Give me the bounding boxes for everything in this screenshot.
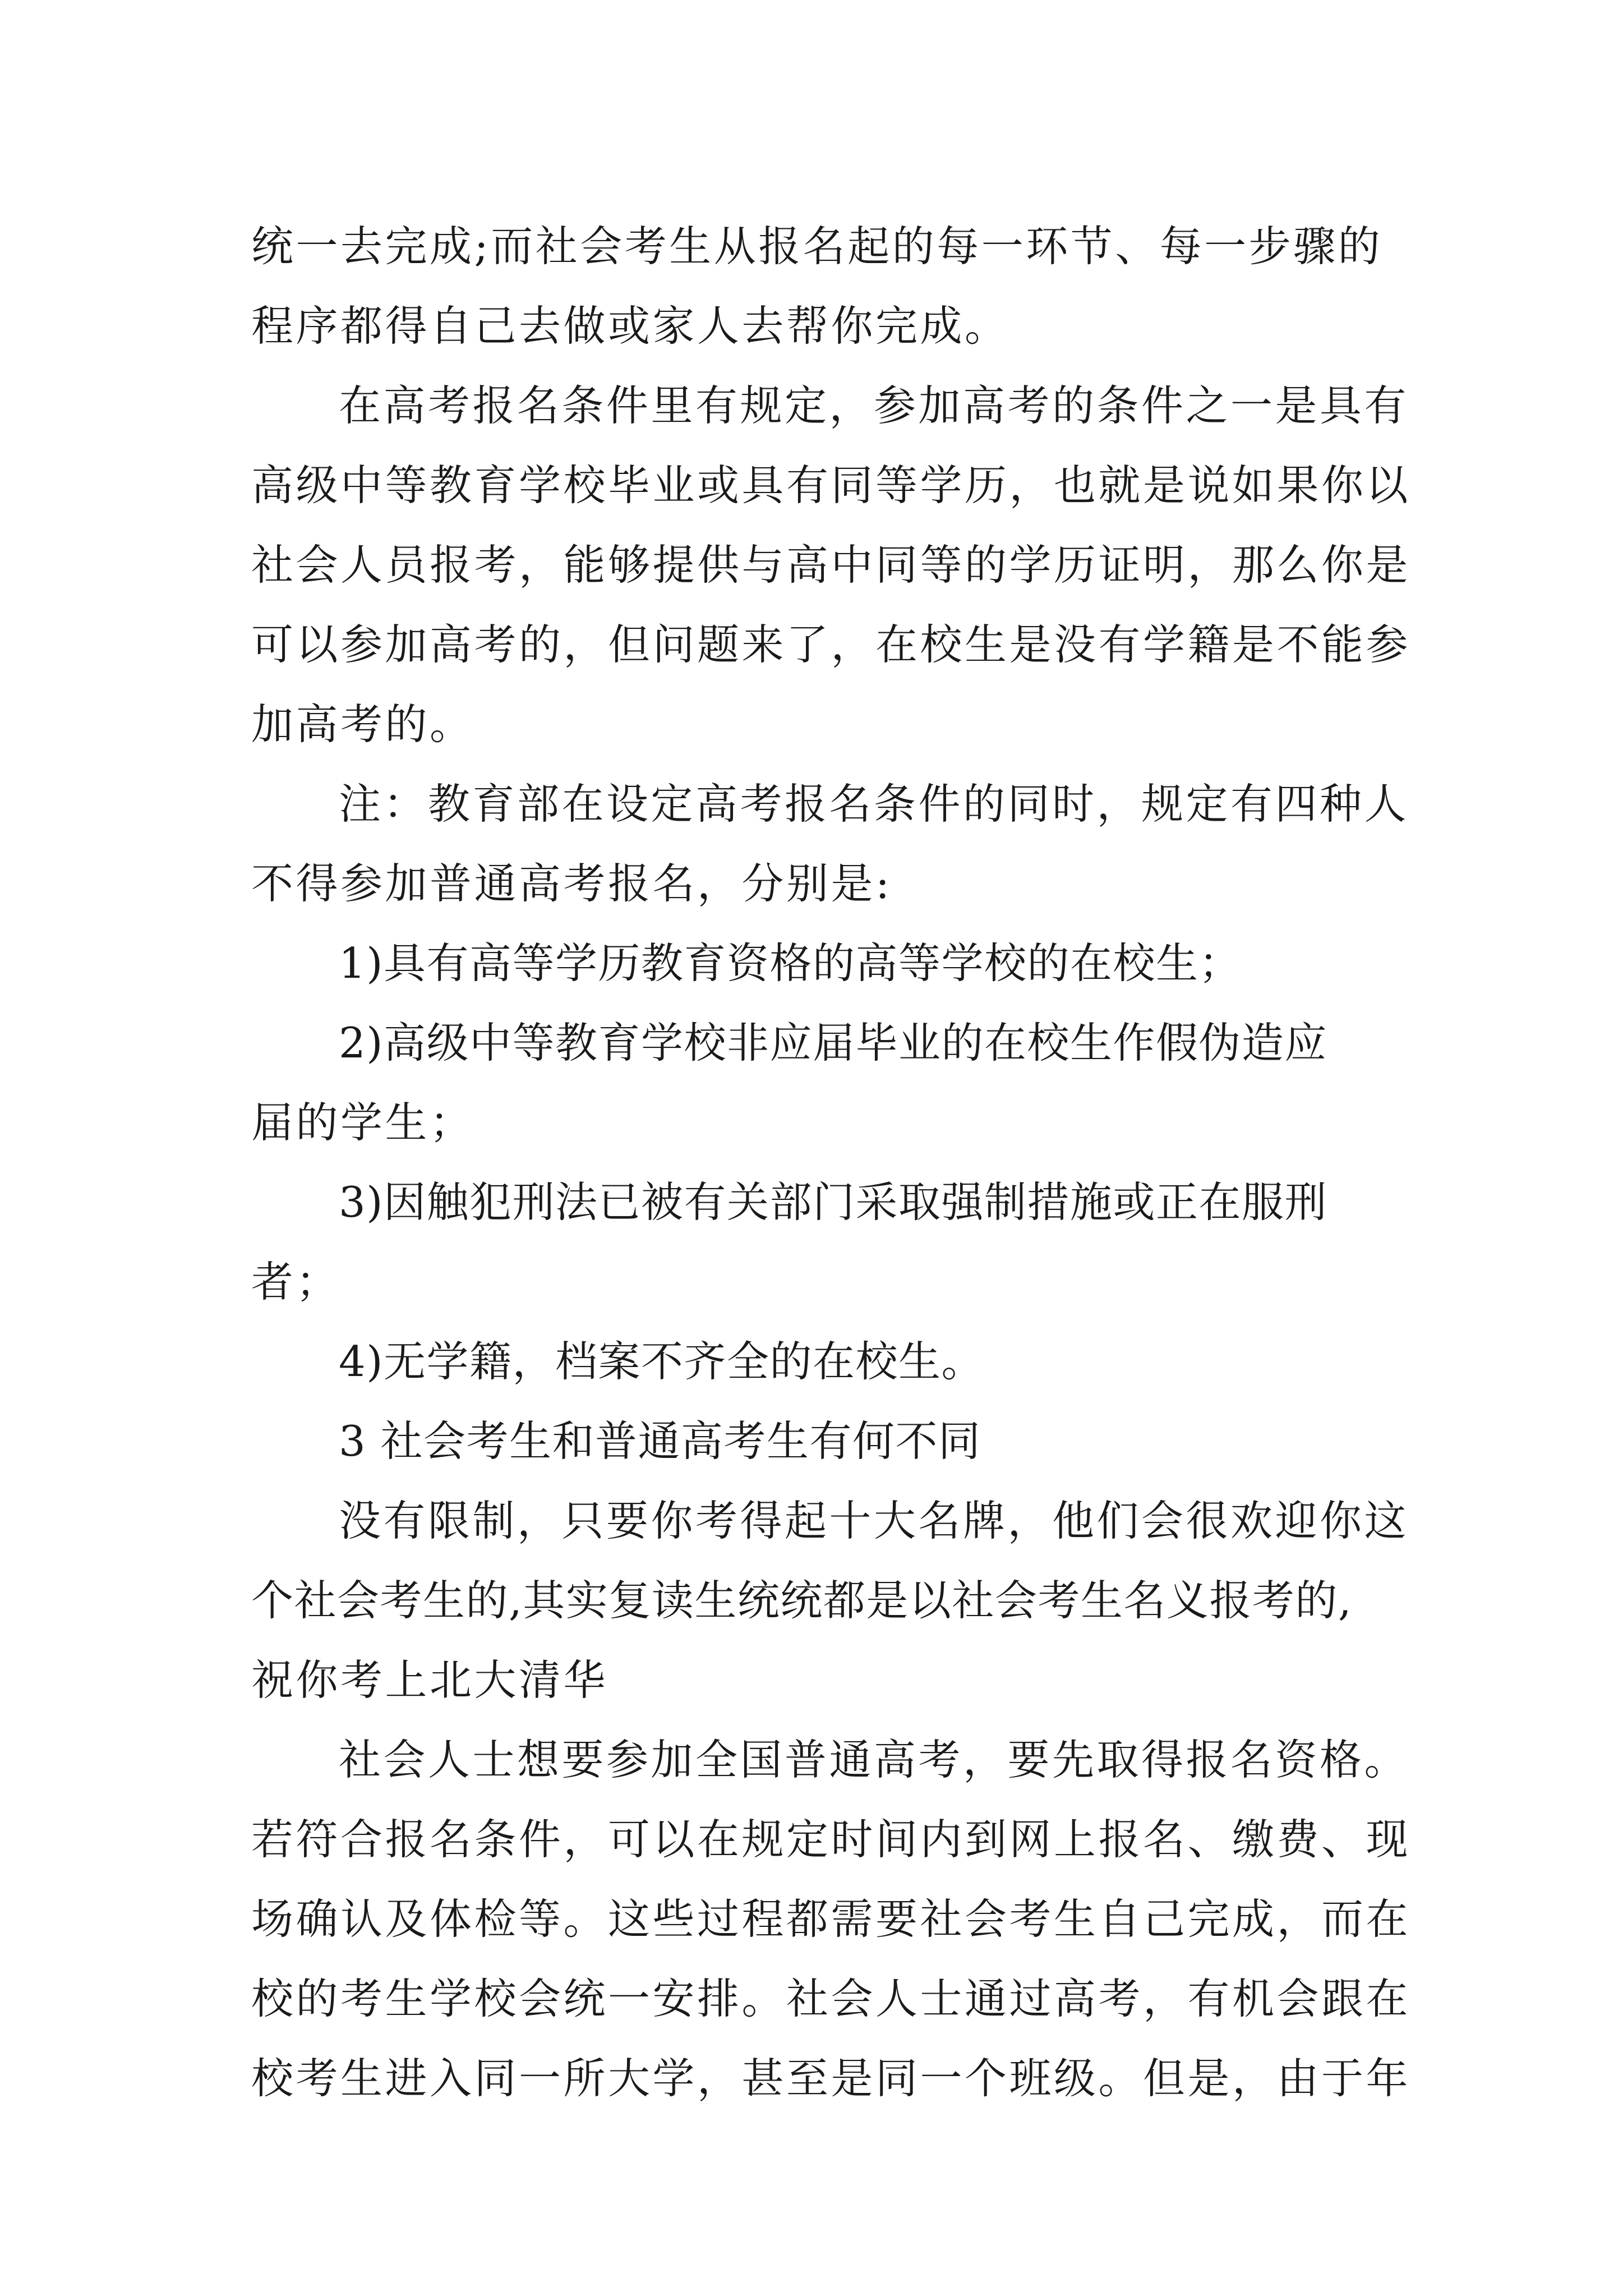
text-line: 可以参加高考的，但问题来了，在校生是没有学籍是不能参 <box>251 620 1411 669</box>
text-line: 场确认及体检等。这些过程都需要社会考生自己完成，而在 <box>251 1894 1411 1944</box>
text-line: 届的学生； <box>251 1098 474 1147</box>
text-line: 社会人员报考，能够提供与高中同等的学历证明，那么你是 <box>251 540 1411 590</box>
text-line: 统一去完成;而社会考生从报名起的每一环节、每一步骤的 <box>251 222 1383 271</box>
list-item: 1)具有高等学历教育资格的高等学校的在校生； <box>339 938 1242 988</box>
list-item: 4)无学籍，档案不齐全的在校生。 <box>339 1337 984 1386</box>
text-line: 若符合报名条件，可以在规定时间内到网上报名、缴费、现 <box>251 1815 1411 1864</box>
paragraph-first-line: 在高考报名条件里有规定，参加高考的条件之一是具有 <box>339 381 1409 430</box>
text-line: 祝你考上北大清华 <box>251 1655 608 1705</box>
section-heading: 3 社会考生和普通高考生有何不同 <box>339 1416 981 1466</box>
text-line: 不得参加普通高考报名，分别是: <box>251 859 892 908</box>
document-body <box>251 206 1411 2118</box>
paragraph-first-line: 没有限制，只要你考得起十大名牌，他们会很欢迎你这 <box>339 1496 1409 1545</box>
text-line: 高级中等教育学校毕业或具有同等学历，也就是说如果你以 <box>251 461 1411 510</box>
list-item: 3)因触犯刑法已被有关部门采取强制措施或正在服刑 <box>339 1177 1327 1227</box>
paragraph-first-line: 社会人士想要参加全国普通高考，要先取得报名资格。 <box>339 1735 1409 1784</box>
text-line: 校考生进入同一所大学，甚至是同一个班级。但是，由于年 <box>251 2054 1411 2103</box>
text-line: 个社会考生的,其实复读生统统都是以社会考生名义报考的, <box>251 1576 1353 1625</box>
paragraph-first-line: 注：教育部在设定高考报名条件的同时，规定有四种人 <box>339 779 1409 829</box>
text-line: 程序都得自己去做或家人去帮你完成。 <box>251 301 1009 351</box>
text-line: 者； <box>251 1257 341 1306</box>
text-line: 校的考生学校会统一安排。社会人士通过高考，有机会跟在 <box>251 1974 1411 2023</box>
text-line: 加高考的。 <box>251 700 474 749</box>
list-item: 2)高级中等教育学校非应届毕业的在校生作假伪造应 <box>339 1018 1327 1068</box>
